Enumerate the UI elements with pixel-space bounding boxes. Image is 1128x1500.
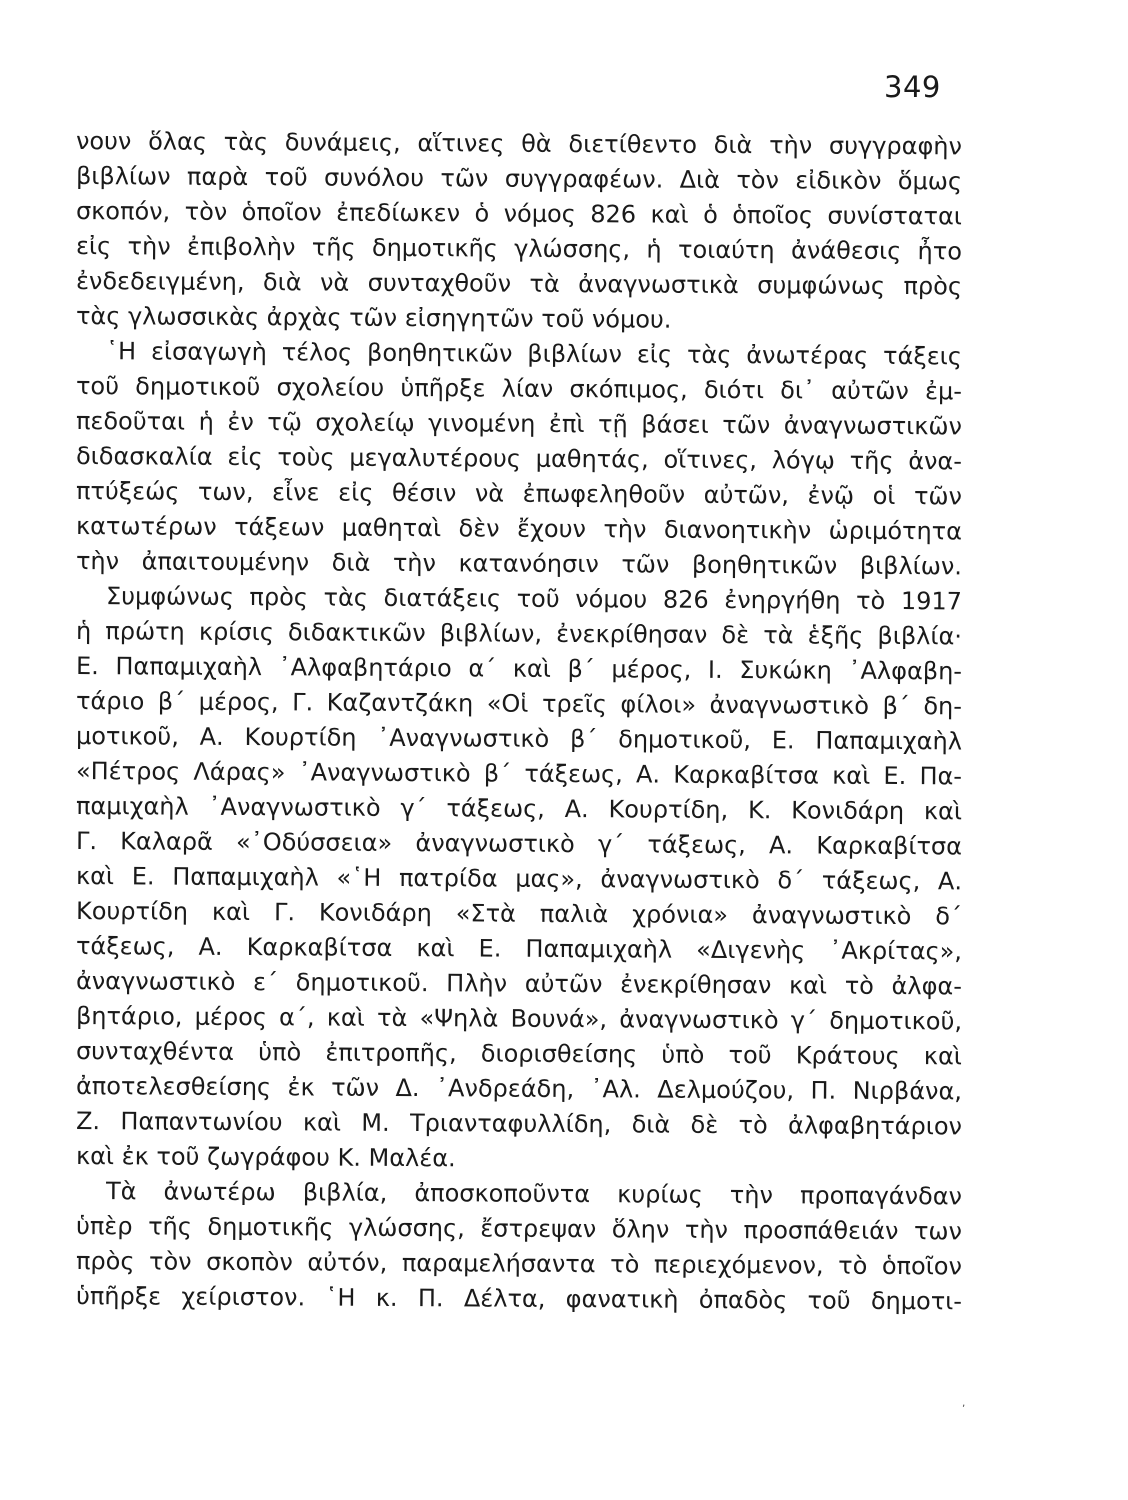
text-line: ἀναγνωστικὸ ε΄ δημοτικοῦ. Πλὴν αὐτῶν ἐνεκρίθησαν καὶ τὸ ἀλφα- <box>75 967 963 1001</box>
text-line: τὴν ἀπαιτουμένην διὰ τὴν κατανόησιν τῶν βοηθητικῶν βιβλίων. <box>75 547 963 581</box>
text-line: Ε. Παπαμιχαὴλ ᾽Αλφαβητάριο α΄ καὶ β΄ μέρος, Ι. Συκώκη ᾽Αλφαβη- <box>75 652 963 686</box>
text-line: πεδοῦται ἡ ἐν τῷ σχολείῳ γινομένη ἐπὶ τῇ βάσει τῶν ἀναγνωστικῶν <box>75 407 963 441</box>
text-line: βητάριο, μέρος α΄, καὶ τὰ «Ψηλὰ Βουνά», ἀναγνωστικὸ γ΄ δημοτικοῦ, <box>75 1002 963 1036</box>
text-line: ὑπῆρξε χείριστον. ῾Η κ. Π. Δέλτα, φανατικὴ ὀπαδὸς τοῦ δημοτι- <box>75 1282 963 1316</box>
text-line: καὶ ἐκ τοῦ ζωγράφου Κ. Μαλέα. <box>75 1142 456 1173</box>
text-line: Ζ. Παπαντωνίου καὶ Μ. Τριανταφυλλίδη, διὰ δὲ τὸ ἀλφαβητάριον <box>75 1107 963 1141</box>
page-number: 349 <box>884 70 941 104</box>
text-line: μοτικοῦ, Α. Κουρτίδη ᾽Αναγνωστικὸ β΄ δημοτικοῦ, Ε. Παπαμιχαὴλ <box>75 722 963 756</box>
paragraph-first-line: Συμφώνως πρὸς τὰς διατάξεις τοῦ νόμου 826 ἐνηργήθη τὸ 1917 <box>105 582 963 616</box>
text-line: συνταχθέντα ὑπὸ ἐπιτροπῆς, διορισθείσης ὑπὸ τοῦ Κράτους καὶ <box>75 1037 963 1071</box>
text-line: κατωτέρων τάξεων μαθηταὶ δὲν ἔχουν τὴν διανοητικὴν ὡριμότητα <box>75 512 963 546</box>
margin-mark: ‚ <box>962 1398 966 1409</box>
text-line: εἰς τὴν ἐπιβολὴν τῆς δημοτικῆς γλώσσης, ἡ τοιαύτη ἀνάθεσις ἦτο <box>75 232 963 266</box>
text-line: παμιχαὴλ ᾽Αναγνωστικὸ γ΄ τάξεως, Α. Κουρτίδη, Κ. Κονιδάρη καὶ <box>75 792 963 826</box>
text-line: τὰς γλωσσικὰς ἀρχὰς τῶν εἰσηγητῶν τοῦ νόμου. <box>75 302 672 334</box>
text-line: πρὸς τὸν σκοπὸν αὐτόν, παραμελήσαντα τὸ περιεχόμενον, τὸ ὁποῖον <box>75 1247 963 1281</box>
text-line: τάριο β΄ μέρος, Γ. Καζαντζάκη «Οἱ τρεῖς φίλοι» ἀναγνωστικὸ β΄ δη- <box>75 687 963 721</box>
paragraph-first-line: ῾Η εἰσαγωγὴ τέλος βοηθητικῶν βιβλίων εἰς τὰς ἀνωτέρας τάξεις <box>105 337 963 371</box>
text-line: διδασκαλία εἰς τοὺς μεγαλυτέρους μαθητάς, οἵτινες, λόγῳ τῆς ἀνα- <box>75 442 963 476</box>
text-line: «Πέτρος Λάρας» ᾽Αναγνωστικὸ β΄ τάξεως, Α. Καρκαβίτσα καὶ Ε. Πα- <box>75 757 963 791</box>
text-line: ἡ πρώτη κρίσις διδακτικῶν βιβλίων, ἐνεκρίθησαν δὲ τὰ ἑξῆς βιβλία· <box>75 617 963 651</box>
text-line: τάξεως, Α. Καρκαβίτσα καὶ Ε. Παπαμιχαὴλ «Διγενὴς ᾽Ακρίτας», <box>75 932 963 966</box>
text-line: ἀποτελεσθείσης ἐκ τῶν Δ. ᾽Ανδρεάδη, ᾽Αλ. Δελμούζου, Π. Νιρβάνα, <box>75 1072 963 1106</box>
text-line: σκοπόν, τὸν ὁποῖον ἐπεδίωκεν ὁ νόμος 826 καὶ ὁ ὁποῖος συνίσταται <box>75 197 963 231</box>
text-line: ἐνδεδειγμένη, διὰ νὰ συνταχθοῦν τὰ ἀναγνωστικὰ συμφώνως πρὸς <box>75 267 963 301</box>
text-line: νουν ὅλας τὰς δυνάμεις, αἵτινες θὰ διετίθεντο διὰ τὴν συγγραφὴν <box>75 127 963 161</box>
text-line: τοῦ δημοτικοῦ σχολείου ὑπῆρξε λίαν σκόπιμος, διότι δι᾽ αὐτῶν ἐμ- <box>75 372 963 406</box>
text-line: Γ. Καλαρᾶ «᾽Οδύσσεια» ἀναγνωστικὸ γ΄ τάξεως, Α. Καρκαβίτσα <box>75 827 963 861</box>
text-line: ὑπὲρ τῆς δημοτικῆς γλώσσης, ἔστρεψαν ὅλην τὴν προσπάθειάν των <box>75 1212 963 1246</box>
text-line: πτύξεώς των, εἶνε εἰς θέσιν νὰ ἐπωφεληθοῦν αὐτῶν, ἐνῷ οἱ τῶν <box>75 477 963 511</box>
paragraph-first-line: Τὰ ἀνωτέρω βιβλία, ἀποσκοποῦντα κυρίως τὴν προπαγάνδαν <box>105 1177 963 1211</box>
text-line: Κουρτίδη καὶ Γ. Κονιδάρη «Στὰ παλιὰ χρόνια» ἀναγνωστικὸ δ΄ <box>75 897 963 931</box>
text-line: βιβλίων παρὰ τοῦ συνόλου τῶν συγγραφέων. Διὰ τὸν εἰδικὸν ὅμως <box>75 162 963 196</box>
body-text <box>76 124 962 1314</box>
text-line: καὶ Ε. Παπαμιχαὴλ «῾Η πατρίδα μας», ἀναγνωστικὸ δ΄ τάξεως, Α. <box>75 862 963 896</box>
